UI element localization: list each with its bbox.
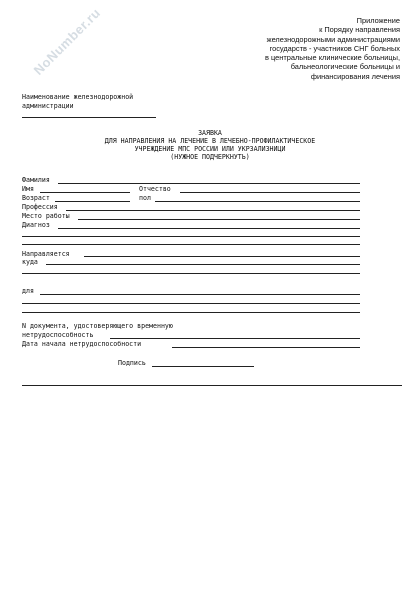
admin-label-line2: администрации bbox=[22, 102, 74, 110]
for-field-extra[interactable] bbox=[22, 312, 360, 313]
patronymic-label: Отчество bbox=[139, 185, 171, 193]
appendix-note bbox=[190, 16, 400, 81]
surname-label: Фамилия bbox=[22, 176, 50, 184]
age-field[interactable] bbox=[55, 201, 130, 202]
sex-label: пол bbox=[139, 194, 151, 202]
appendix-line: Приложение bbox=[356, 16, 400, 25]
sent-to-field-2[interactable] bbox=[46, 264, 360, 265]
appendix-line: бальнеологические больницы и bbox=[290, 62, 400, 72]
appendix-line: железнодорожными администрациями bbox=[266, 34, 400, 44]
sent-to-label-2: куда bbox=[22, 258, 38, 266]
appendix-line: в центральные клинические больницы, bbox=[265, 53, 400, 63]
admin-underline[interactable] bbox=[22, 117, 156, 118]
appendix-line: финансирования лечения bbox=[310, 71, 400, 81]
sex-field[interactable] bbox=[155, 201, 360, 202]
start-date-label: Дата начала нетрудоспособности bbox=[22, 340, 142, 348]
signature-label: Подпись bbox=[118, 359, 146, 367]
for-label: для bbox=[22, 287, 34, 295]
diagnosis-field-extra[interactable] bbox=[22, 244, 360, 245]
profession-label: Профессия bbox=[22, 203, 58, 211]
signature-field[interactable] bbox=[152, 366, 254, 367]
form-subtitle-line3: (НУЖНОЕ ПОДЧЕРКНУТЬ) bbox=[170, 153, 250, 161]
surname-field[interactable] bbox=[58, 183, 360, 184]
workplace-field[interactable] bbox=[78, 219, 360, 220]
document-label-line1: N документа, удостоверяющего временную bbox=[22, 322, 173, 330]
diagnosis-label: Диагноз bbox=[22, 221, 50, 229]
watermark: NoNumber.ru bbox=[30, 5, 104, 78]
appendix-line: к Порядку направления bbox=[319, 25, 400, 35]
document-label-line2: нетрудоспособность bbox=[22, 331, 94, 339]
form-title: ЗАЯВКА bbox=[198, 129, 222, 137]
for-field[interactable] bbox=[40, 294, 360, 295]
start-date-field[interactable] bbox=[172, 347, 360, 348]
workplace-label: Место работы bbox=[22, 212, 70, 220]
diagnosis-field-extra[interactable] bbox=[22, 236, 360, 237]
name-label: Имя bbox=[22, 185, 34, 193]
name-field[interactable] bbox=[40, 192, 130, 193]
form-subtitle-line1: ДЛЯ НАПРАВЛЕНИЯ НА ЛЕЧЕНИЕ В ЛЕЧЕБНО-ПРОФИЛАКТИЧЕСКОЕ bbox=[104, 137, 316, 145]
document-field[interactable] bbox=[110, 338, 360, 339]
age-label: Возраст bbox=[22, 194, 50, 202]
sent-to-field-extra[interactable] bbox=[22, 273, 360, 274]
appendix-line: государств - участников СНГ больных bbox=[269, 43, 400, 53]
profession-field[interactable] bbox=[66, 210, 360, 211]
bottom-divider bbox=[22, 385, 402, 386]
for-field-extra[interactable] bbox=[22, 303, 360, 304]
diagnosis-field[interactable] bbox=[58, 228, 360, 229]
sent-to-field[interactable] bbox=[84, 256, 360, 257]
patronymic-field[interactable] bbox=[180, 192, 360, 193]
admin-label-line1: Наименование железнодорожной bbox=[22, 93, 134, 101]
form-subtitle-line2: УЧРЕЖДЕНИЕ МПС РОССИИ ИЛИ УКРЗАЛИЗНИЦИ bbox=[134, 145, 286, 153]
sent-to-label: Направляется bbox=[22, 250, 70, 258]
